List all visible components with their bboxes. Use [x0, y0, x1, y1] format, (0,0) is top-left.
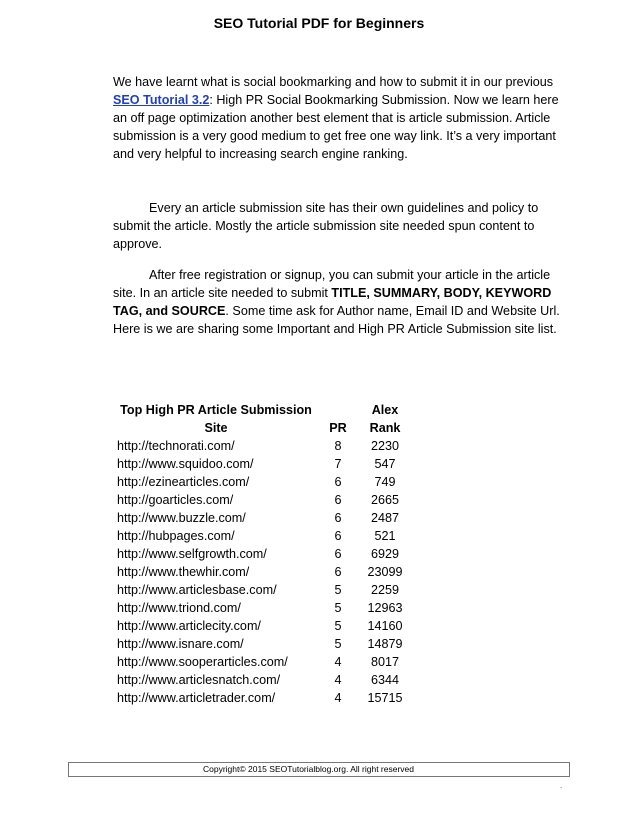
table-body [113, 437, 409, 707]
required-fields-text: TITLE, SUMMARY, BODY, KEYWORD TAG, and SOURCE [113, 286, 552, 318]
pr-cell: 6 [334, 493, 342, 507]
table-row [113, 689, 409, 707]
table-row [113, 527, 409, 545]
rank-cell: 14879 [367, 637, 403, 651]
site-cell: http://www.articlecity.com/ [117, 619, 261, 633]
table-row [113, 617, 409, 635]
site-cell: http://www.squidoo.com/ [117, 457, 254, 471]
rank-cell: 2230 [370, 439, 400, 453]
pr-cell: 5 [334, 619, 342, 633]
pr-cell: 6 [334, 565, 342, 579]
pr-cell: 4 [334, 673, 342, 687]
site-cell: http://www.isnare.com/ [117, 637, 244, 651]
site-cell: http://www.thewhir.com/ [117, 565, 250, 579]
site-cell: http://www.triond.com/ [117, 601, 241, 615]
site-cell: http://www.sooperarticles.com/ [117, 655, 288, 669]
site-cell: http://www.buzzle.com/ [117, 511, 246, 525]
rank-cell: 2259 [370, 583, 400, 597]
pr-cell: 6 [334, 475, 342, 489]
header-site: Top High PR Article Submission Site [120, 403, 312, 435]
pr-cell: 5 [334, 583, 342, 597]
site-cell: http://www.articletrader.com/ [117, 691, 276, 705]
site-cell: http://www.selfgrowth.com/ [117, 547, 267, 561]
rank-cell: 14160 [367, 619, 403, 633]
guidelines-text: Every an article submission site has their own guidelines and policy to submit the article. Mostly the article submission site needed spun content to approve. [113, 201, 539, 251]
site-cell: http://technorati.com/ [117, 439, 235, 453]
rank-cell: 15715 [367, 691, 403, 705]
page-mark: . [560, 781, 563, 790]
table-row [113, 455, 409, 473]
table-row [113, 653, 409, 671]
site-cell: http://goarticles.com/ [117, 493, 234, 507]
pr-cell: 4 [334, 691, 342, 705]
header-pr: PR [329, 421, 347, 435]
table-row [113, 581, 409, 599]
rank-cell: 749 [374, 475, 396, 489]
page-title: SEO Tutorial PDF for Beginners [213, 15, 425, 31]
registration-text-before: After free registration or signup, you can submit your article in the article site. In an article site needed to submit [113, 268, 551, 300]
intro-text-after: : High PR Social Bookmarking Submission. Now we learn here an off page optimization another best element that is article submission. Article submission is a very good medium to get free one way link. It’s a very important and very helpful to increasing search engine ranking. [113, 93, 559, 161]
registration-paragraph [113, 266, 565, 338]
rank-cell: 547 [374, 457, 396, 471]
rank-cell: 12963 [367, 601, 403, 615]
rank-cell: 2487 [370, 511, 400, 525]
rank-cell: 23099 [367, 565, 403, 579]
copyright-text: Copyright© 2015 SEOTutorialblog.org. All right reserved [203, 764, 414, 774]
header-rank: Alex Rank [369, 403, 401, 435]
table-row [113, 545, 409, 563]
pr-cell: 6 [334, 511, 342, 525]
pr-cell: 4 [334, 655, 342, 669]
pr-cell: 7 [334, 457, 342, 471]
intro-text-before: We have learnt what is social bookmarking and how to submit it in our previous [113, 75, 554, 89]
article-sites-table [113, 401, 409, 707]
site-cell: http://www.articlesbase.com/ [117, 583, 277, 597]
site-cell: http://ezinearticles.com/ [117, 475, 250, 489]
table-row [113, 491, 409, 509]
pr-cell: 5 [334, 637, 342, 651]
pr-cell: 6 [334, 529, 342, 543]
pr-cell: 6 [334, 547, 342, 561]
table-row [113, 473, 409, 491]
intro-paragraph [113, 73, 565, 163]
table-header-row [113, 401, 409, 437]
table-row [113, 635, 409, 653]
table-row [113, 599, 409, 617]
pr-cell: 5 [334, 601, 342, 615]
table-row [113, 437, 409, 455]
site-cell: http://www.articlesnatch.com/ [117, 673, 281, 687]
registration-text-after: . Some time ask for Author name, Email ID and Website Url. Here is we are sharing some Important and High PR Article Submission site list. [113, 304, 560, 336]
site-cell: http://hubpages.com/ [117, 529, 235, 543]
table-row [113, 671, 409, 689]
footer-box [68, 762, 570, 777]
rank-cell: 6929 [370, 547, 400, 561]
table-row [113, 563, 409, 581]
rank-cell: 521 [374, 529, 396, 543]
rank-cell: 6344 [370, 673, 400, 687]
rank-cell: 8017 [370, 655, 400, 669]
seo-tutorial-link[interactable]: SEO Tutorial 3.2 [113, 93, 210, 107]
guidelines-paragraph [113, 199, 565, 253]
pr-cell: 8 [334, 439, 342, 453]
rank-cell: 2665 [370, 493, 400, 507]
table-row [113, 509, 409, 527]
